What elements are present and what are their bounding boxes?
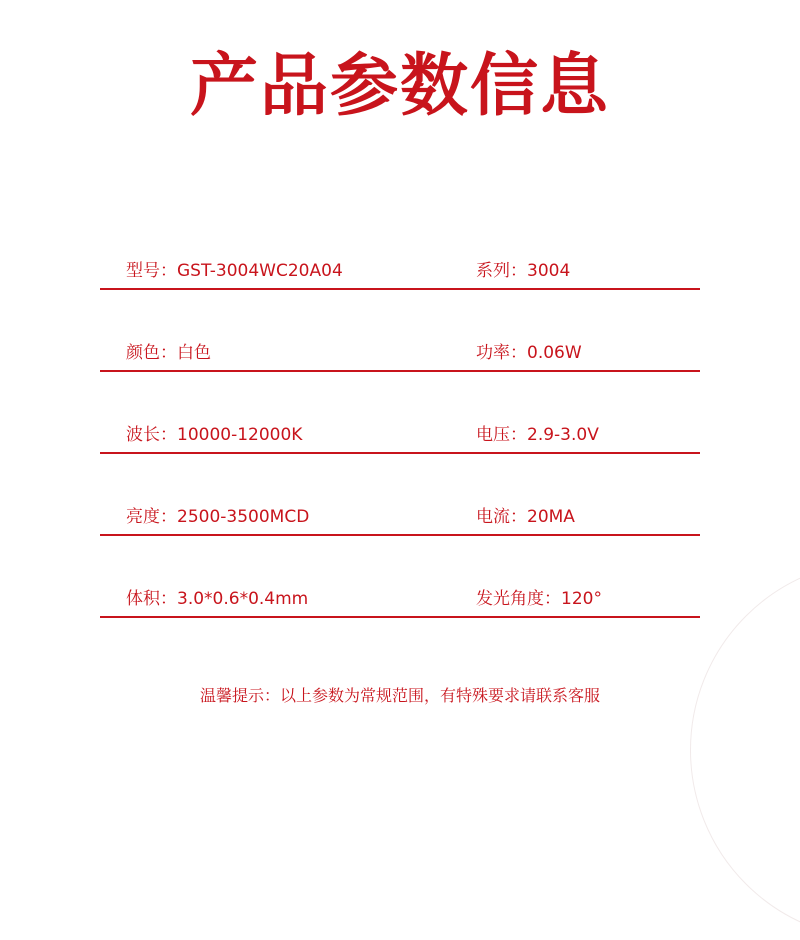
spec-row: [100, 322, 700, 372]
spec-row: [100, 486, 700, 536]
footer-note: 温馨提示：以上参数为常规范围，有特殊要求请联系客服: [199, 686, 600, 705]
page-title: 产品参数信息: [189, 47, 610, 126]
spec-series: 系列：3004: [476, 261, 571, 281]
spec-row: [100, 240, 700, 290]
spec-row: [100, 404, 700, 454]
spec-wavelength: 波长：10000-12000K: [126, 425, 303, 445]
spec-row: [100, 568, 700, 618]
spec-size: 体积：3.0*0.6*0.4mm: [126, 589, 309, 609]
spec-color: 颜色：白色: [126, 343, 211, 363]
spec-current: 电流：20MA: [476, 507, 575, 527]
spec-model: 型号：GST-3004WC20A04: [126, 261, 343, 281]
spec-brightness: 亮度：2500-3500MCD: [126, 507, 310, 527]
decorative-arc: [690, 560, 800, 940]
spec-angle: 发光角度：120°: [476, 589, 602, 609]
spec-voltage: 电压：2.9-3.0V: [476, 425, 599, 445]
spec-power: 功率：0.06W: [476, 343, 582, 363]
